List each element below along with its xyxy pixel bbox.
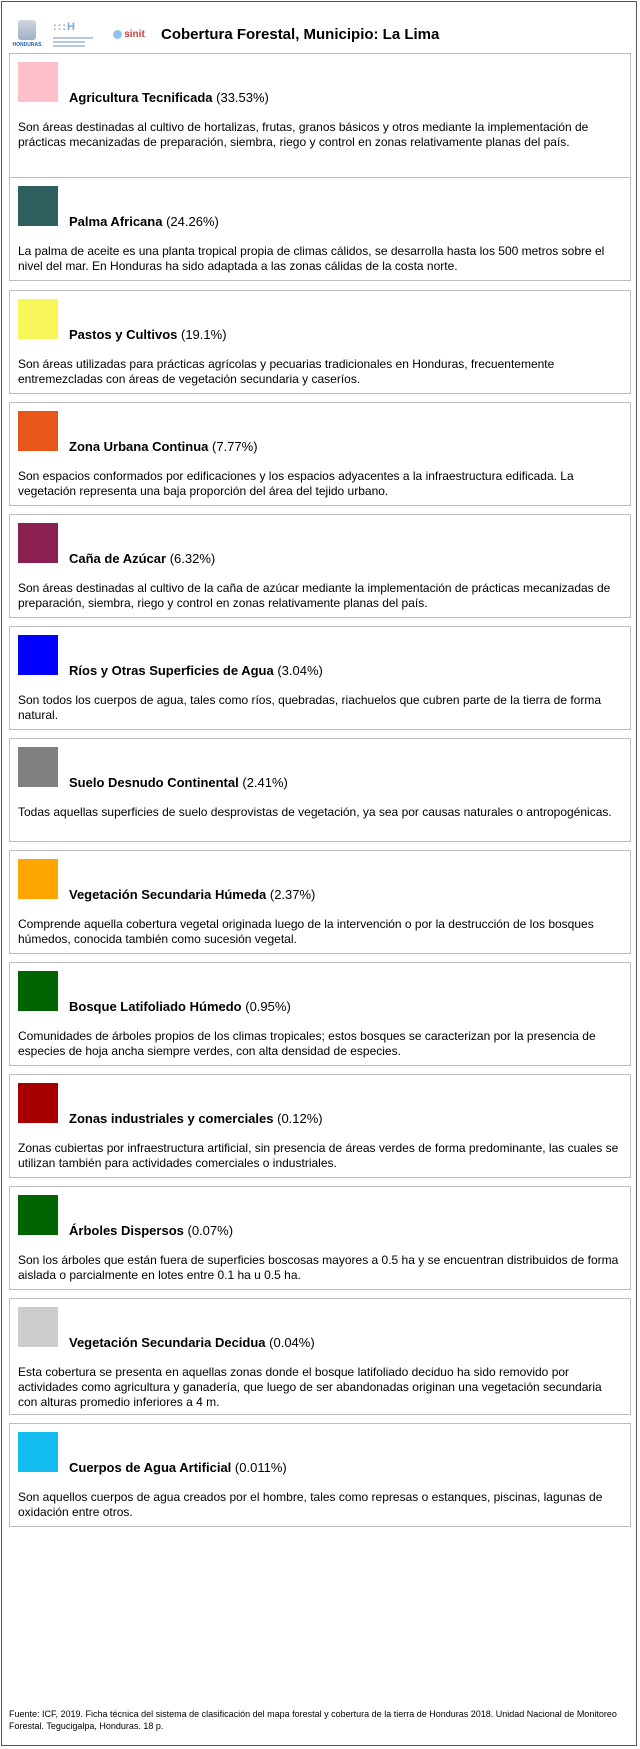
category-name: Árboles Dispersos <box>69 1223 184 1238</box>
category-title <box>69 214 219 229</box>
category-card <box>9 1186 631 1290</box>
category-card <box>9 1074 631 1178</box>
coat-of-arms-icon <box>18 20 36 40</box>
color-swatch <box>18 186 58 226</box>
category-percentage: (6.32%) <box>169 551 216 566</box>
color-swatch <box>18 1083 58 1123</box>
category-name: Suelo Desnudo Continental <box>69 775 239 790</box>
category-card <box>9 402 631 506</box>
category-name: Zona Urbana Continua <box>69 439 209 454</box>
color-swatch <box>18 299 58 339</box>
page-title: Cobertura Forestal, Municipio: La Lima <box>161 25 440 43</box>
color-swatch <box>18 62 58 102</box>
category-description: Son áreas destinadas al cultivo de la caña de azúcar mediante la implementación de prácticas mecanizadas de preparación, siembra, riego y control en zonas relativamente planas del país. <box>18 581 611 610</box>
category-card <box>9 738 631 842</box>
category-percentage: (0.95%) <box>245 999 291 1014</box>
category-name: Ríos y Otras Superficies de Agua <box>69 663 274 678</box>
category-description: Esta cobertura se presenta en aquellas zonas donde el bosque latifoliado deciduo ha sido removido por actividades como agricultura y ganadería, que luego de ser abandonadas originan una vegetación secundaria con alturas promedio inferiores a 4 m. <box>18 1365 602 1409</box>
category-percentage: (3.04%) <box>277 663 323 678</box>
category-title <box>69 1223 233 1238</box>
category-percentage: (19.1%) <box>181 327 227 342</box>
honduras-logo-label: HONDURAS <box>12 42 42 48</box>
honduras-logo <box>11 17 43 51</box>
category-percentage: (33.53%) <box>216 90 269 105</box>
sinit-globe-icon <box>113 30 122 39</box>
category-name: Agricultura Tecnificada <box>69 90 213 105</box>
category-name: Pastos y Cultivos <box>69 327 178 342</box>
color-swatch <box>18 1432 58 1472</box>
category-name: Zonas industriales y comerciales <box>69 1111 274 1126</box>
category-description: La palma de aceite es una planta tropical propia de climas cálidos, se desarrolla hasta los 500 metros sobre el nivel del mar. En Honduras ha sido adaptada a las zonas cálidas de la costa norte. <box>18 244 605 273</box>
category-name: Cuerpos de Agua Artificial <box>69 1460 232 1475</box>
category-card <box>9 514 631 618</box>
color-swatch <box>18 635 58 675</box>
color-swatch <box>18 747 58 787</box>
header <box>11 14 439 54</box>
color-swatch <box>18 411 58 451</box>
category-title <box>69 439 258 454</box>
category-card <box>9 290 631 394</box>
category-title <box>69 1335 315 1350</box>
category-percentage: (0.12%) <box>277 1111 323 1126</box>
category-percentage: (2.41%) <box>242 775 288 790</box>
category-description: Todas aquellas superficies de suelo desprovistas de vegetación, ya sea por causas naturales o antropogénicas. <box>18 805 612 819</box>
category-card <box>9 850 631 954</box>
category-description: Comunidades de árboles propios de los climas tropicales; estos bosques se caracterizan por la presencia de especies de hoja ancha siempre verdes, con alta densidad de especies. <box>18 1029 596 1058</box>
category-name: Vegetación Secundaria Decidua <box>69 1335 266 1350</box>
color-swatch <box>18 1195 58 1235</box>
category-percentage: (0.011%) <box>234 1460 287 1475</box>
category-description: Son los árboles que están fuera de superficies boscosas mayores a 0.5 ha y se encuentran distribuidos de forma aislada o parcialmente en lotes entre 0.1 ha u 0.5 ha. <box>18 1253 619 1282</box>
category-title <box>69 1111 323 1126</box>
category-card <box>9 626 631 730</box>
category-name: Vegetación Secundaria Húmeda <box>69 887 267 902</box>
category-title <box>69 327 227 342</box>
category-card <box>9 1423 631 1527</box>
category-percentage: (24.26%) <box>166 214 219 229</box>
category-card <box>9 962 631 1066</box>
planning-secretariat-mark: :::H <box>53 21 76 33</box>
category-card <box>9 177 631 281</box>
color-swatch <box>18 1307 58 1347</box>
category-description: Son áreas utilizadas para prácticas agrícolas y pecuarias tradicionales en Honduras, frecuentemente entremezcladas con áreas de vegetación secundaria y caseríos. <box>18 357 555 386</box>
category-title <box>69 775 288 790</box>
category-percentage: (7.77%) <box>212 439 258 454</box>
category-card <box>9 1298 631 1415</box>
category-card <box>9 53 631 186</box>
category-title <box>69 887 315 902</box>
category-description: Son áreas destinadas al cultivo de hortalizas, frutas, granos básicos y otros mediante la implementación de prácticas mecanizadas de preparación, siembra, riego y control en zonas relativamente planas del país. <box>18 120 589 149</box>
category-name: Caña de Azúcar <box>69 551 167 566</box>
category-title <box>69 90 269 105</box>
category-description: Son espacios conformados por edificaciones y los espacios adyacentes a la infraestructura edificada. La vegetación representa una baja proporción del área del tejido urbano. <box>18 469 574 498</box>
color-swatch <box>18 971 58 1011</box>
planning-secretariat-logo <box>53 17 101 51</box>
category-description: Comprende aquella cobertura vegetal originada luego de la intervención o por la destrucción de los bosques húmedos, conocida también como sucesión vegetal. <box>18 917 594 946</box>
category-percentage: (0.04%) <box>269 1335 315 1350</box>
category-percentage: (2.37%) <box>269 887 316 902</box>
source-citation: Fuente: ICF, 2019. Ficha técnica del sistema de clasificación del mapa forestal y cobertura de la tierra de Honduras 2018. Unidad Nacional de Monitoreo Forestal. Tegucigalpa, Honduras. 18 p. <box>9 1709 617 1731</box>
color-swatch <box>18 523 58 563</box>
category-title <box>69 663 323 678</box>
category-title <box>69 551 215 566</box>
color-swatch <box>18 859 58 899</box>
category-description: Son aquellos cuerpos de agua creados por el hombre, tales como represas o estanques, piscinas, lagunas de oxidación entre otros. <box>18 1490 603 1519</box>
category-name: Palma Africana <box>69 214 163 229</box>
category-description: Zonas cubiertas por infraestructura artificial, sin presencia de áreas verdes de forma predominante, las cuales se utilizan también para actividades comerciales o industriales. <box>18 1141 619 1170</box>
category-title <box>69 1460 287 1475</box>
sinit-logo <box>111 17 147 51</box>
category-title <box>69 999 291 1014</box>
category-name: Bosque Latifoliado Húmedo <box>69 999 242 1014</box>
sinit-logo-label: sinit <box>124 28 145 40</box>
category-description: Son todos los cuerpos de agua, tales como ríos, quebradas, riachuelos que cubren parte de la tierra de forma natural. <box>18 693 602 722</box>
category-percentage: (0.07%) <box>187 1223 234 1238</box>
